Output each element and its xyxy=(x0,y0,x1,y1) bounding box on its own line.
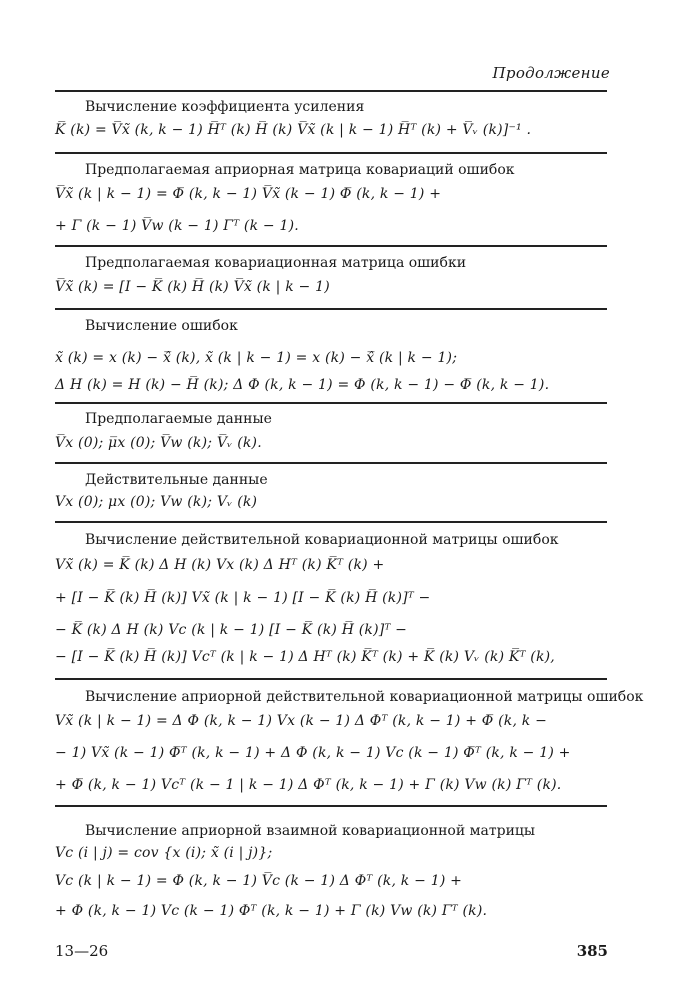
section-title: Вычисление априорной действительной ковариационной матрицы ошибок xyxy=(85,689,644,705)
section-title: Вычисление действительной ковариационной матрицы ошибок xyxy=(85,532,559,548)
equation-line: V̅x (0); μ̅x (0); V̅w (k); V̅ᵥ (k). xyxy=(55,435,262,451)
section-title: Предполагаемая априорная матрица ковариаций ошибок xyxy=(85,162,515,178)
top-rule xyxy=(55,90,607,92)
section-divider xyxy=(55,308,607,310)
equation-line: + Φ (k, k − 1) Vc (k − 1) Φᵀ (k, k − 1) + Γ (k) Vw (k) Γᵀ (k). xyxy=(55,903,488,919)
equation-line: V̅x̃ (k | k − 1) = Φ̅ (k, k − 1) V̅x̃ (k − 1) Φ̅ (k, k − 1) + xyxy=(55,186,442,202)
equation-line: − 1) Vx̃ (k − 1) Φ̅ᵀ (k, k − 1) + Δ Φ (k, k − 1) Vc (k − 1) Φ̅ᵀ (k, k − 1) + xyxy=(55,745,571,761)
section-title: Предполагаемые данные xyxy=(85,411,272,427)
equation-line: Vx̃ (k | k − 1) = Δ Φ (k, k − 1) Vx (k − 1) Δ Φᵀ (k, k − 1) + Φ̅ (k, k − xyxy=(55,713,548,729)
section-title: Действительные данные xyxy=(85,472,268,488)
section-divider xyxy=(55,245,607,247)
equation-line: + [I − K̅ (k) H̅ (k)] Vx̃ (k | k − 1) [I − K̅ (k) H̅ (k)]ᵀ − xyxy=(55,590,431,606)
section-divider xyxy=(55,152,607,154)
section-divider xyxy=(55,402,607,404)
continuation-header: Продолжение xyxy=(492,64,610,82)
section-title: Вычисление ошибок xyxy=(85,318,238,334)
section-divider xyxy=(55,678,607,680)
equation-line: − [I − K̅ (k) H̅ (k)] Vcᵀ (k | k − 1) Δ Hᵀ (k) K̅ᵀ (k) + K̅ (k) Vᵥ (k) K̅ᵀ (k), xyxy=(55,649,555,665)
equation-line: Vc (k | k − 1) = Φ (k, k − 1) V̅c (k − 1) Δ Φᵀ (k, k − 1) + xyxy=(55,873,463,889)
page-number: 385 xyxy=(576,942,608,960)
equation-line: Δ H (k) = H (k) − H̅ (k); Δ Φ (k, k − 1) = Φ (k, k − 1) − Φ̅ (k, k − 1). xyxy=(55,377,550,393)
equation-line: K̅ (k) = V̅x̃ (k, k − 1) H̅ᵀ (k) H̅ (k) V̅x̃ (k | k − 1) H̅ᵀ (k) + V̅ᵥ (k)]⁻¹ . xyxy=(55,122,532,138)
equation-line: + Φ̅ (k, k − 1) Vcᵀ (k − 1 | k − 1) Δ Φᵀ (k, k − 1) + Γ (k) Vw (k) Γᵀ (k). xyxy=(55,777,562,793)
section-divider xyxy=(55,805,607,807)
printer-signature: 13—26 xyxy=(55,942,109,960)
equation-line: Vc (i | j) = cov {x (i); x̃ (i | j)}; xyxy=(55,845,273,861)
equation-line: − K̅ (k) Δ H (k) Vc (k | k − 1) [I − K̅ (k) H̅ (k)]ᵀ − xyxy=(55,622,408,638)
equation-line: x̃ (k) = x (k) − x̂̅ (k), x̃ (k | k − 1) = x (k) − x̂̅ (k | k − 1); xyxy=(55,350,458,366)
section-title: Предполагаемая ковариационная матрица ошибки xyxy=(85,255,467,271)
section-divider xyxy=(55,462,607,464)
equation-line: Vx̃ (k) = K̅ (k) Δ H (k) Vx (k) Δ Hᵀ (k) K̅ᵀ (k) + xyxy=(55,557,385,573)
section-title: Вычисление коэффициента усиления xyxy=(85,99,365,115)
equation-line: Vx (0); μx (0); Vw (k); Vᵥ (k) xyxy=(55,494,258,510)
section-divider xyxy=(55,521,607,523)
equation-line: V̅x̃ (k) = [I − K̅ (k) H̅ (k) V̅x̃ (k | k − 1) xyxy=(55,279,330,295)
section-title: Вычисление априорной взаимной ковариационной матрицы xyxy=(85,823,536,839)
equation-line: + Γ̅ (k − 1) V̅w (k − 1) Γ̅ᵀ (k − 1). xyxy=(55,218,299,234)
